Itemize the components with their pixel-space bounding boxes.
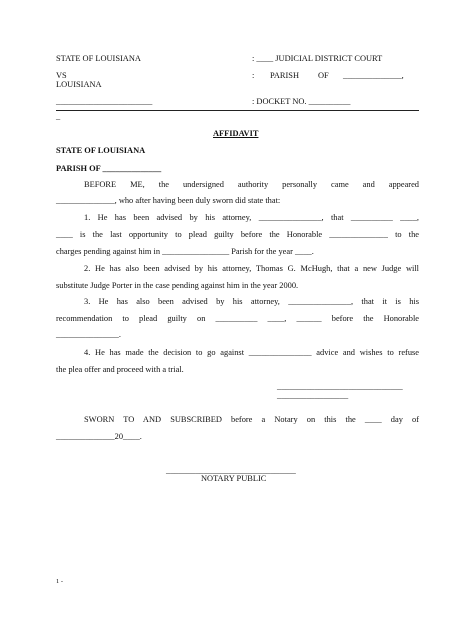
caption-court: : ____ JUDICIAL DISTRICT COURT	[252, 54, 383, 63]
caption-docket: : DOCKET NO. __________	[252, 97, 351, 106]
para-1-line-1: 1. He has been advised by his attorney, _______________, that __________ ____,	[84, 213, 419, 222]
caption-state: STATE OF LOUISIANA	[56, 54, 141, 63]
para-3-line-3: _______________.	[56, 330, 121, 339]
sworn-line-2: ______________20____.	[56, 432, 142, 441]
caption-parish-word: PARISH	[270, 71, 300, 80]
venue-parish: PARISH OF ______________	[56, 164, 162, 173]
notary-label: NOTARY PUBLIC	[201, 474, 267, 483]
caption-divider	[56, 110, 419, 111]
caption-louisiana: LOUISIANA	[56, 80, 102, 89]
intro-line-2: ______________, who after having been duly sworn did state that:	[56, 196, 281, 205]
sworn-line-1: SWORN TO AND SUBSCRIBED before a Notary on this the ____ day of	[84, 415, 419, 424]
caption-name-blank: _______________________	[56, 97, 153, 106]
para-2-line-2: substitute Judge Porter in the case pending against him in the year 2000.	[56, 281, 299, 290]
affiant-signature-line-2: _________________	[277, 391, 349, 400]
para-3-line-2: recommendation to plead guilty on __________ ____, ______ before the Honorable	[56, 314, 419, 323]
para-2-line-1: 2. He has also been advised by his attorney, Thomas G. McHugh, that a new Judge will	[84, 264, 419, 273]
para-3-line-1: 3. He has also been advised by his attorney, _______________, that it is his	[84, 297, 419, 306]
page-number: 1 -	[56, 578, 64, 585]
para-4-line-1: 4. He has made the decision to go against _______________ advice and wishes to refuse	[84, 348, 419, 357]
notary-signature-line: _______________________________	[166, 466, 296, 475]
venue-state: STATE OF LOUISIANA	[56, 146, 146, 155]
para-4-line-2: the plea offer and proceed with a trial.	[56, 365, 184, 374]
caption-parish-of: OF	[318, 71, 329, 80]
caption-parish-blank: ______________,	[343, 71, 404, 80]
caption-vs: VS	[56, 71, 67, 80]
caption-parish-colon: :	[252, 71, 255, 80]
affidavit-title: AFFIDAVIT	[213, 129, 259, 138]
affiant-signature-line: ______________________________	[277, 382, 403, 391]
intro-line-1: BEFORE ME, the undersigned authority personally came and appeared	[84, 180, 419, 189]
para-1-line-3: charges pending against him in ________________ Parish for the year ____.	[56, 247, 314, 256]
caption-dash: _	[56, 112, 61, 121]
para-1-line-2: ____ is the last opportunity to plead guilty before the Honorable ______________ to the	[56, 230, 419, 239]
